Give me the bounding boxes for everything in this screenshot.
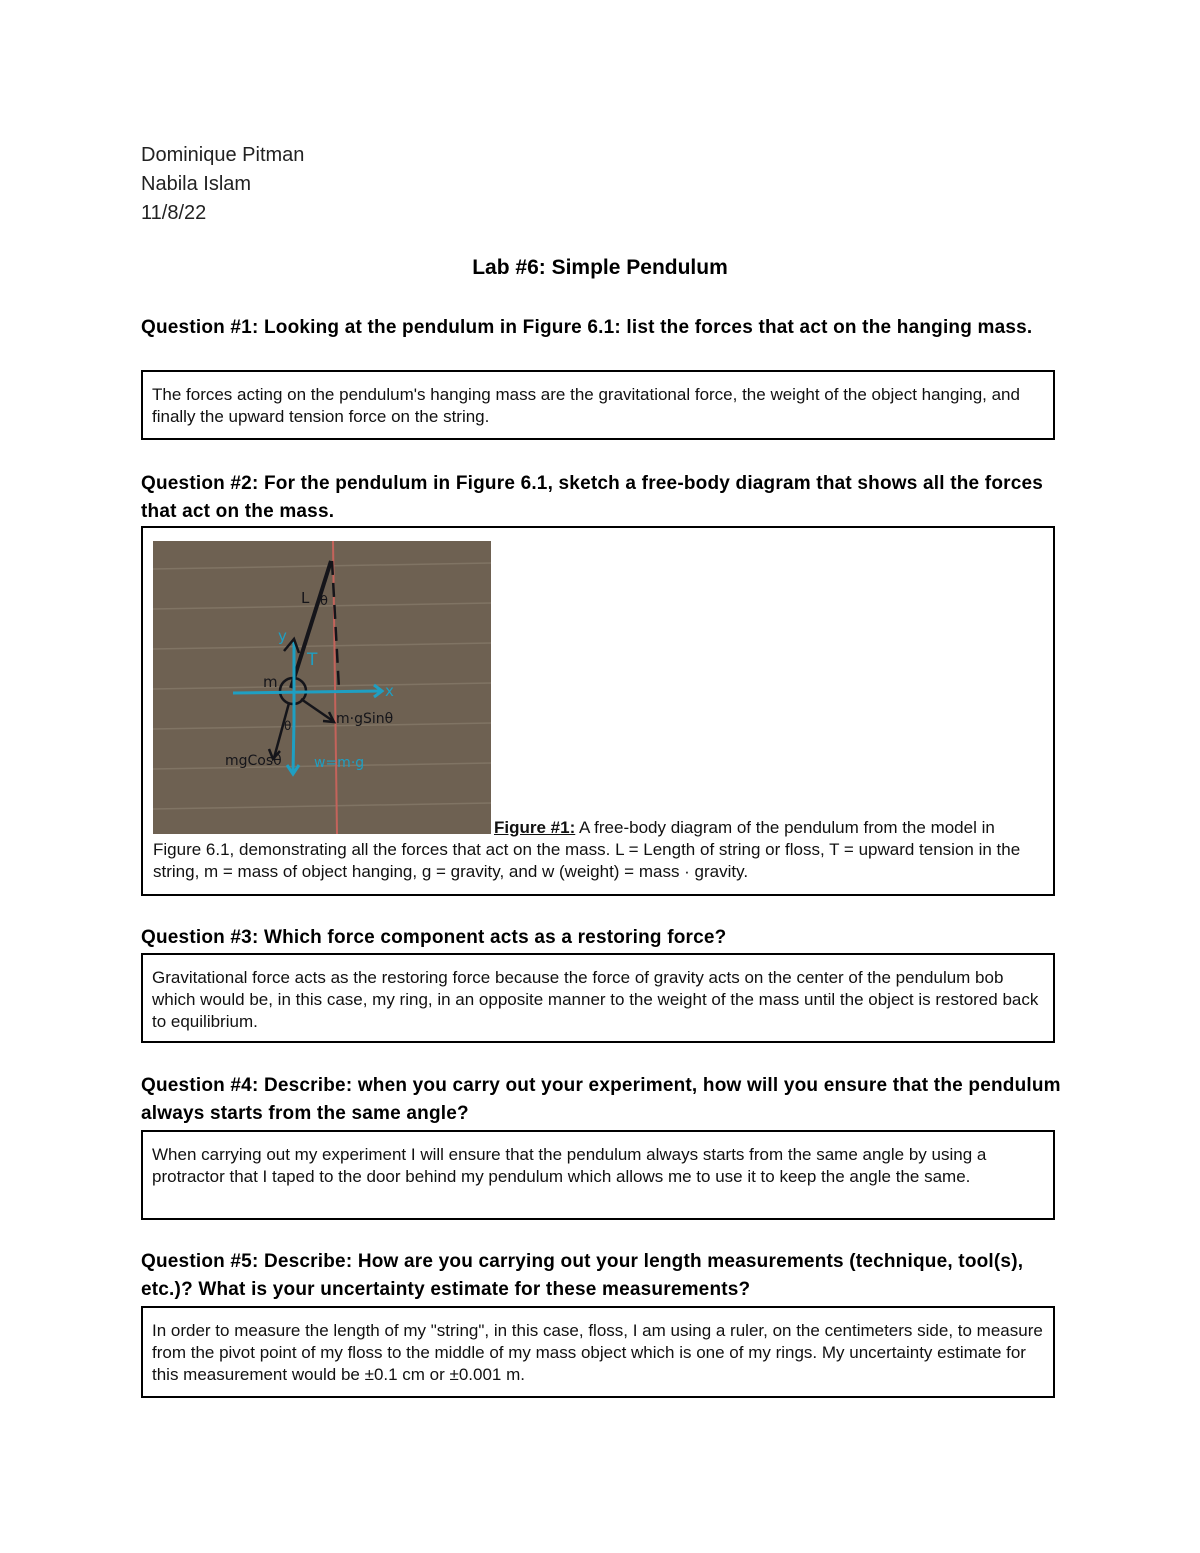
- question-5-answer: In order to measure the length of my "string", in this case, floss, I am using a ruler, on the centimeters side, to measure from the pivot point of my floss to the middle of my mass object which is one of my rings. My uncertainty estimate for this measurement would be ±0.1 cm or ±0.001 m.: [152, 1321, 1043, 1384]
- label-mass: m: [263, 673, 278, 691]
- label-x-axis: x: [385, 682, 394, 700]
- lab-title: Lab #6: Simple Pendulum: [472, 256, 728, 279]
- label-theta-top: θ: [320, 594, 328, 609]
- label-weight: w=m·g: [314, 755, 365, 771]
- question-3-answer-box: [141, 953, 1055, 1043]
- question-1-prompt: Question #1: Looking at the pendulum in Figure 6.1: list the forces that act on the hanging mass.: [141, 317, 1033, 338]
- question-3-answer: Gravitational force acts as the restoring force because the force of gravity acts on the center of the pendulum bob which would be, in this case, my ring, in an opposite manner to the weight of the mass until the object is restored back to equilibrium.: [152, 968, 1039, 1031]
- question-4-answer: When carrying out my experiment I will ensure that the pendulum always starts from the same angle by using a protractor that I taped to the door behind my pendulum which allows me to use it to keep the angle the same.: [152, 1145, 987, 1186]
- question-1-answer-box: [141, 370, 1055, 440]
- question-4-answer-box: [141, 1130, 1055, 1220]
- label-y-axis: y: [278, 627, 287, 645]
- question-5-prompt: Question #5: Describe: How are you carrying out your length measurements (technique, tool(s), etc.)? What is your uncertainty estimate for these measurements?: [141, 1251, 1024, 1300]
- label-tension: T: [307, 650, 318, 670]
- label-mg-cos: mgCosθ: [225, 753, 282, 769]
- label-length: L: [301, 589, 310, 607]
- author-name-1: Dominique Pitman: [141, 144, 305, 166]
- label-mg-sin: m·gSinθ: [336, 711, 394, 727]
- question-1-answer: The forces acting on the pendulum's hanging mass are the gravitational force, the weight of the object hanging, and finally the upward tension force on the string.: [152, 385, 1020, 426]
- document-date: 11/8/22: [141, 202, 207, 224]
- question-2-prompt: Question #2: For the pendulum in Figure 6.1, sketch a free-body diagram that shows all the forces that act on the mass.: [141, 473, 1044, 522]
- question-4-prompt: Question #4: Describe: when you carry out your experiment, how will you ensure that the pendulum always starts from the same angle?: [141, 1075, 1061, 1124]
- figure-1-caption-text: A free-body diagram of the pendulum from the model in Figure 6.1, demonstrating all the forces that act on the mass. L = Length of string or floss, T = upward tension in the string, m = mass of object hanging, g = gravity, and w (weight) = mass · gravity.: [153, 818, 1021, 881]
- author-name-2: Nabila Islam: [141, 173, 252, 195]
- free-body-diagram-image: [153, 541, 491, 834]
- figure-1-label: Figure #1:: [494, 818, 576, 837]
- question-5-answer-box: [141, 1306, 1055, 1398]
- question-2-figure-box: [141, 526, 1055, 896]
- label-theta-bottom: θ: [284, 719, 292, 733]
- question-3-prompt: Question #3: Which force component acts as a restoring force?: [141, 927, 727, 948]
